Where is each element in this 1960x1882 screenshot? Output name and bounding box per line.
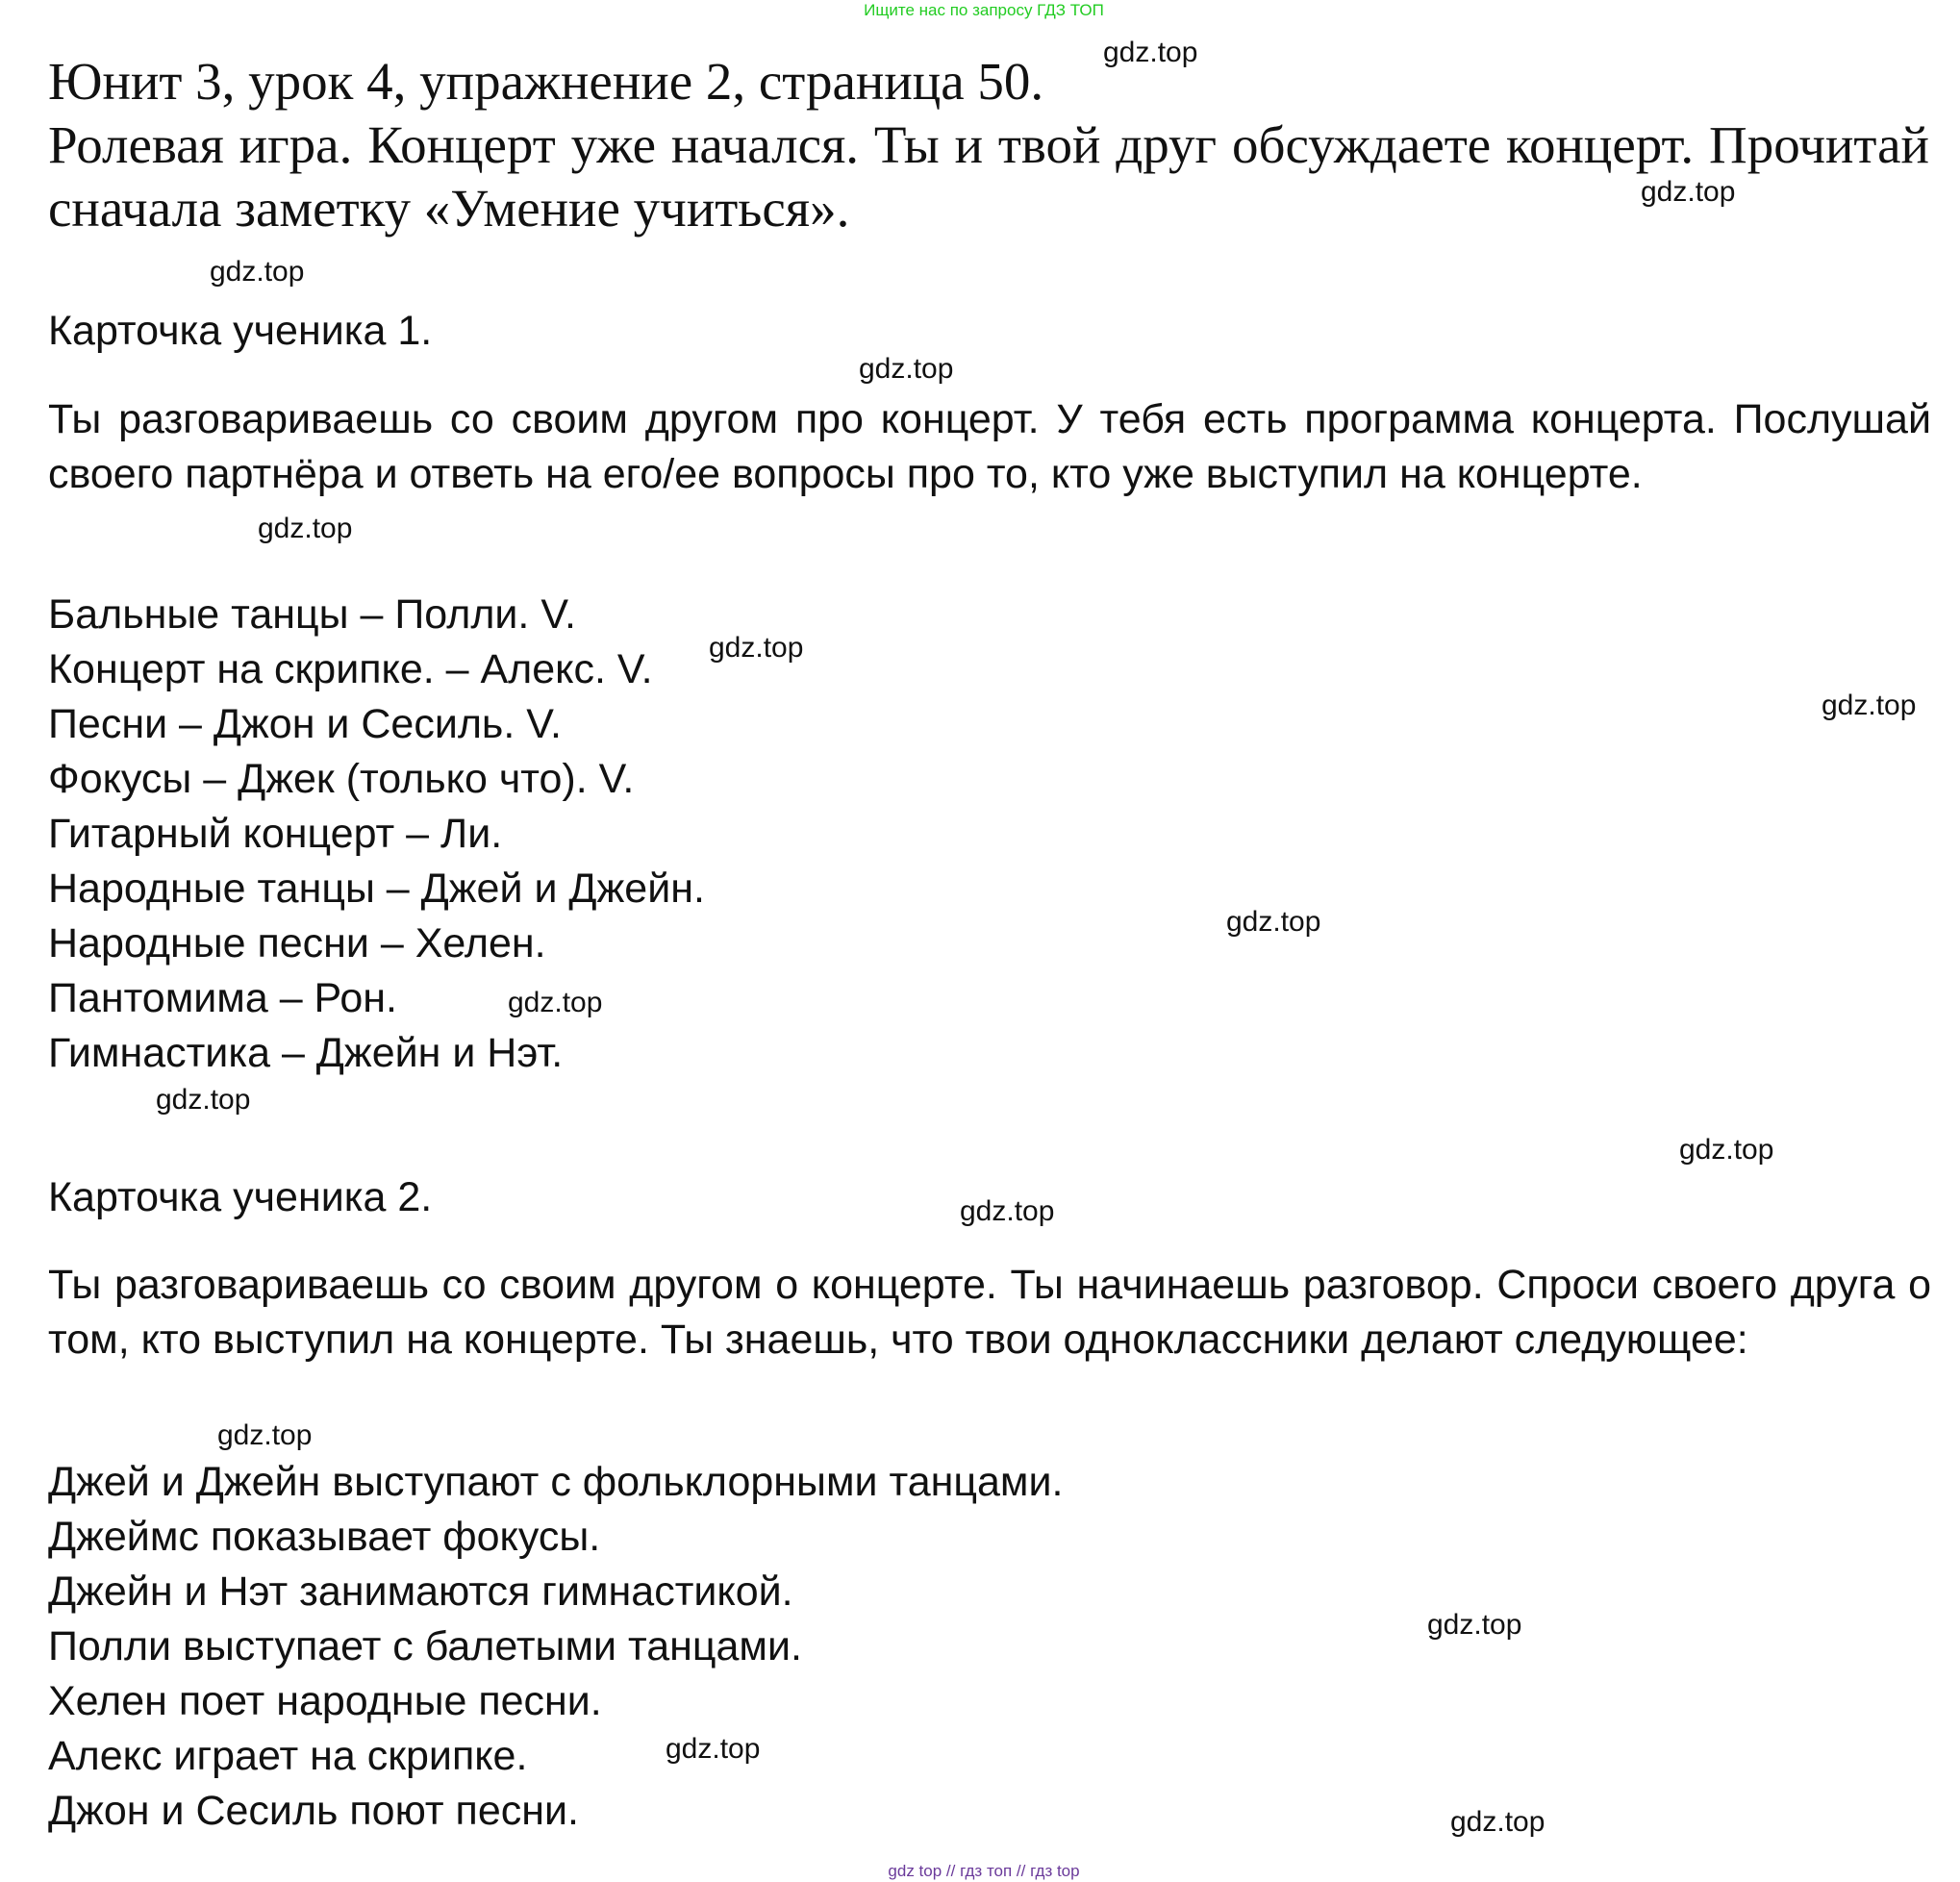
intro-text: Ролевая игра. Концерт уже начался. Ты и твой друг обсуждаете концерт. Прочитай сначала заметку «Умение учиться». [48,115,1929,238]
list-item: Бальные танцы – Полли. V. [48,591,577,638]
list-item: Джеймс показывает фокусы. [48,1514,601,1560]
card2-text: Ты разговариваешь со своим другом о концерте. Ты начинаешь разговор. Спроси своего друга о том, кто выступил на концерте. Ты знаешь, что твои одноклассники делают следующее: [48,1262,1931,1363]
watermark: gdz.top [1103,37,1198,68]
list-item: Концерт на скрипке. – Алекс. V. [48,646,653,692]
watermark: gdz.top [709,632,804,664]
list-item: Полли выступает с балетыми танцами. [48,1623,802,1669]
watermark: gdz.top [210,256,305,288]
list-item: Джейн и Нэт занимаются гимнастикой. [48,1568,793,1615]
watermark: gdz.top [1226,906,1321,938]
list-item: Народные танцы – Джей и Джейн. [48,866,705,912]
footer-watermark: gdz top // гдз топ // гдз top [888,1862,1080,1880]
page-title: Юнит 3, урок 4, упражнение 2, страница 50. [48,52,1044,111]
watermark: gdz.top [217,1419,313,1451]
search-banner: Ищите нас по запросу ГДЗ ТОП [864,1,1104,19]
card1-heading: Карточка ученика 1. [48,308,433,354]
watermark: gdz.top [859,353,954,385]
list-item: Гитарный концерт – Ли. [48,811,503,857]
watermark: gdz.top [960,1195,1055,1227]
watermark: gdz.top [156,1084,251,1116]
list-item: Фокусы – Джек (только что). V. [48,756,635,802]
list-item: Песни – Джон и Сесиль. V. [48,701,562,747]
watermark: gdz.top [1450,1806,1545,1838]
card1-text: Ты разговариваешь со своим другом про концерт. У тебя есть программа концерта. Послушай своего партнёра и ответь на его/ее вопросы про то, кто уже выступил на концерте. [48,396,1931,497]
card2-heading: Карточка ученика 2. [48,1174,433,1220]
watermark: gdz.top [1427,1609,1522,1641]
list-item: Гимнастика – Джейн и Нэт. [48,1030,564,1076]
watermark: gdz.top [1822,690,1917,721]
watermark: gdz.top [508,987,603,1018]
watermark: gdz.top [258,513,353,544]
watermark: gdz.top [1679,1134,1774,1166]
list-item: Джей и Джейн выступают с фольклорными танцами. [48,1459,1064,1505]
list-item: Пантомима – Рон. [48,975,397,1021]
list-item: Алекс играет на скрипке. [48,1733,528,1779]
watermark: gdz.top [666,1733,761,1765]
list-item: Хелен поет народные песни. [48,1678,602,1724]
watermark: gdz.top [1641,176,1736,208]
list-item: Народные песни – Хелен. [48,920,546,966]
card2-list [48,1455,1063,1839]
card1-list [48,588,705,1081]
list-item: Джон и Сесиль поют песни. [48,1788,579,1834]
